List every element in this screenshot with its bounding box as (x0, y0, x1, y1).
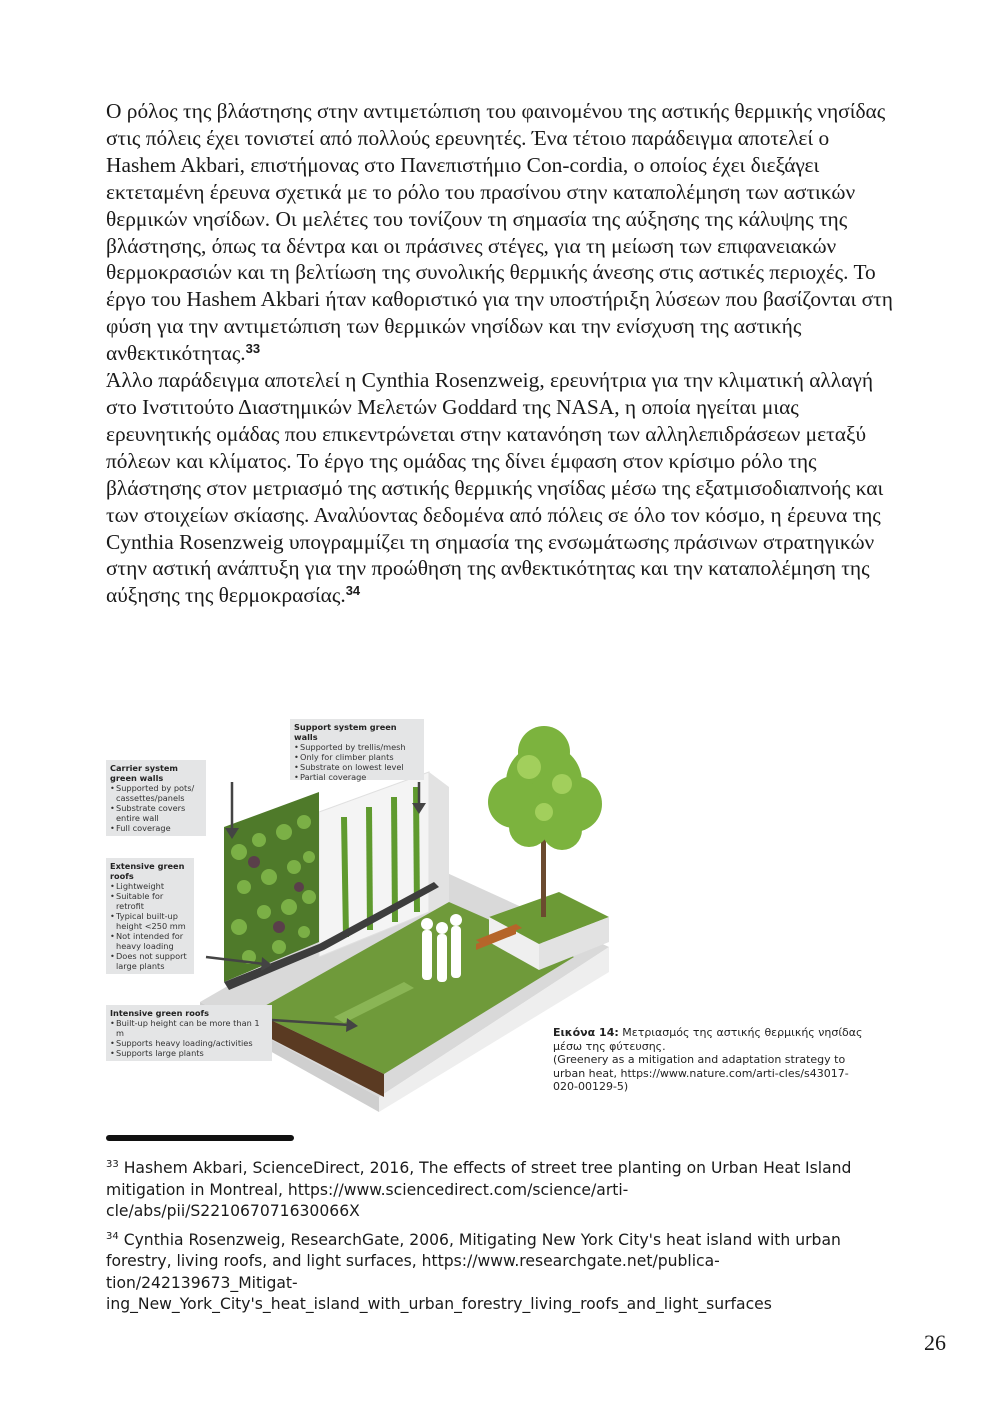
callout-title: Extensive green roofs (110, 861, 185, 881)
callout-item: • Does not support large plants (110, 951, 190, 971)
callout-item: • Only for climber plants (294, 752, 420, 762)
callout-item: • Supported by trellis/mesh (294, 742, 420, 752)
callout-item: • Suitable for retrofit (110, 891, 190, 911)
callout-title: Carrier system green walls (110, 763, 178, 783)
paragraph-rosenzweig: Άλλο παράδειγμα αποτελεί η Cynthia Rosenzweig, ερευνήτρια για την κλιματική αλλαγή στο Ινστιτούτο Διαστημικών Μελετών Goddard της NASA, η οποία ηγείται μιας ερευνητικής ομάδας που επικεντρώνεται στην κατανόηση των αλληλεπιδράσεων μεταξύ πόλεων και κλίματος. Το έργο της ομάδας της δίνει έμφαση στον κρίσιμο ρόλο της βλάστησης στον μετριασμό της αστικής θερμικής νησίδας μέσω της εξατμισοδιαπνοής και των στοιχείων σκίασης. Αναλύοντας δεδομένα από πόλεις σε όλο τον κόσμο, η έρευνα της Cynthia Rosenzweig υπογραμμίζει τη σημασία της ενσωμάτωσης πράσινων στρατηγικών στην αστική ανάπτυξη για την προώθηση της ανθεκτικότητας και την καταπολέμηση της αύξησης της θερμοκρασίας.$^{34}$ (106, 368, 884, 608)
callout-support-system (290, 719, 424, 780)
callout-item: • Supported by pots/ cassettes/panels (110, 783, 202, 803)
footnote-text: Hashem Akbari, ScienceDirect, 2016, The effects of street tree planting on Urban Heat Island mitigation in Montreal, https://www.sciencedirect.com/science/arti-cle/abs/pii/S221067071630066X (106, 1159, 852, 1220)
footnote-ref-34[interactable]: 34 (345, 583, 361, 599)
people-silhouettes (421, 914, 462, 982)
footnote-text: Cynthia Rosenzweig, ResearchGate, 2006, Mitigating New York City's heat island with urban forestry, living roofs, and light surfaces, https://www.researchgate.net/publica-tion/242139673_Mitigat-ing_New_York_City's_heat_island_with_urban_forestry_living_roofs_and_light_surfaces (106, 1230, 841, 1313)
footnote-33 (106, 1158, 866, 1223)
footnote-34 (106, 1230, 866, 1316)
callout-item: • Supports large plants (110, 1048, 268, 1058)
callout-intensive-roofs (106, 1005, 272, 1061)
callout-item: • Built-up height can be more than 1 m (110, 1018, 268, 1038)
footnote-number: 34 (106, 1230, 119, 1242)
callout-title: Support system green walls (294, 722, 397, 742)
callout-item: • Lightweight (110, 881, 190, 891)
callout-carrier-system (106, 760, 206, 836)
callout-item: • Typical built-up height <250 mm (110, 911, 190, 931)
caption-text: Μετριασμός της αστικής θερμικής νησίδας μέσω της φύτευσης. (553, 1026, 863, 1053)
callout-item: • Substrate covers entire wall (110, 803, 202, 823)
caption-source: (Greenery as a mitigation and adaptation strategy to urban heat, https://www.nature.com/arti-cles/s43017-020-00129-5) (553, 1053, 849, 1093)
page-number: 26 (924, 1330, 946, 1355)
callout-item: • Substrate on lowest level (294, 762, 420, 772)
tree-canopy (488, 726, 602, 850)
callout-item: • Partial coverage (294, 772, 420, 782)
body-text (106, 98, 896, 609)
footnotes (106, 1158, 866, 1323)
figure-caption (553, 1026, 873, 1094)
footnote-number: 33 (106, 1159, 119, 1170)
footnote-ref-33[interactable]: 33 (245, 341, 261, 357)
building-wall-side (429, 772, 449, 912)
callout-title: Intensive green roofs (110, 1008, 209, 1018)
tree-trunk (541, 832, 546, 917)
callout-item: • Not intended for heavy loading (110, 931, 190, 951)
callout-item: • Full coverage (110, 823, 202, 833)
paragraph-akbari: Ο ρόλος της βλάστησης στην αντιμετώπιση του φαινομένου της αστικής θερμικής νησίδας στις πόλεις έχει τονιστεί από πολλούς ερευνητές. Ένα τέτοιο παράδειγμα αποτελεί ο Hashem Akbari, επιστήμονας στο Πανεπιστήμιο Con-cordia, ο οποίος έχει διεξάγει εκτεταμένη έρευνα σχετικά με το ρόλο του πρασίνου στην καταπολέμηση των αστικών θερμικών νησίδων. Οι μελέτες του τονίζουν τη σημασία της αύξησης της κάλυψης της βλάστησης, όπως τα δέντρα και οι πράσινες στέγες, για τη μείωση των επιφανειακών θερμοκρασιών και τη βελτίωση της συνολικής θερμικής άνεσης στις αστικές περιοχές. Το έργο του Hashem Akbari ήταν καθοριστικό για την υποστήριξη λύσεων που βασίζονται στη φύση για την αντιμετώπιση των θερμικών νησίδων και την ενίσχυση της αστικής ανθεκτικότητας.$^{33}$ (106, 99, 893, 366)
callout-item: • Supports heavy loading/activities (110, 1038, 268, 1048)
caption-label: Εικόνα 14: (553, 1026, 619, 1039)
callout-extensive-roofs (106, 858, 194, 974)
footnote-divider (106, 1135, 294, 1141)
